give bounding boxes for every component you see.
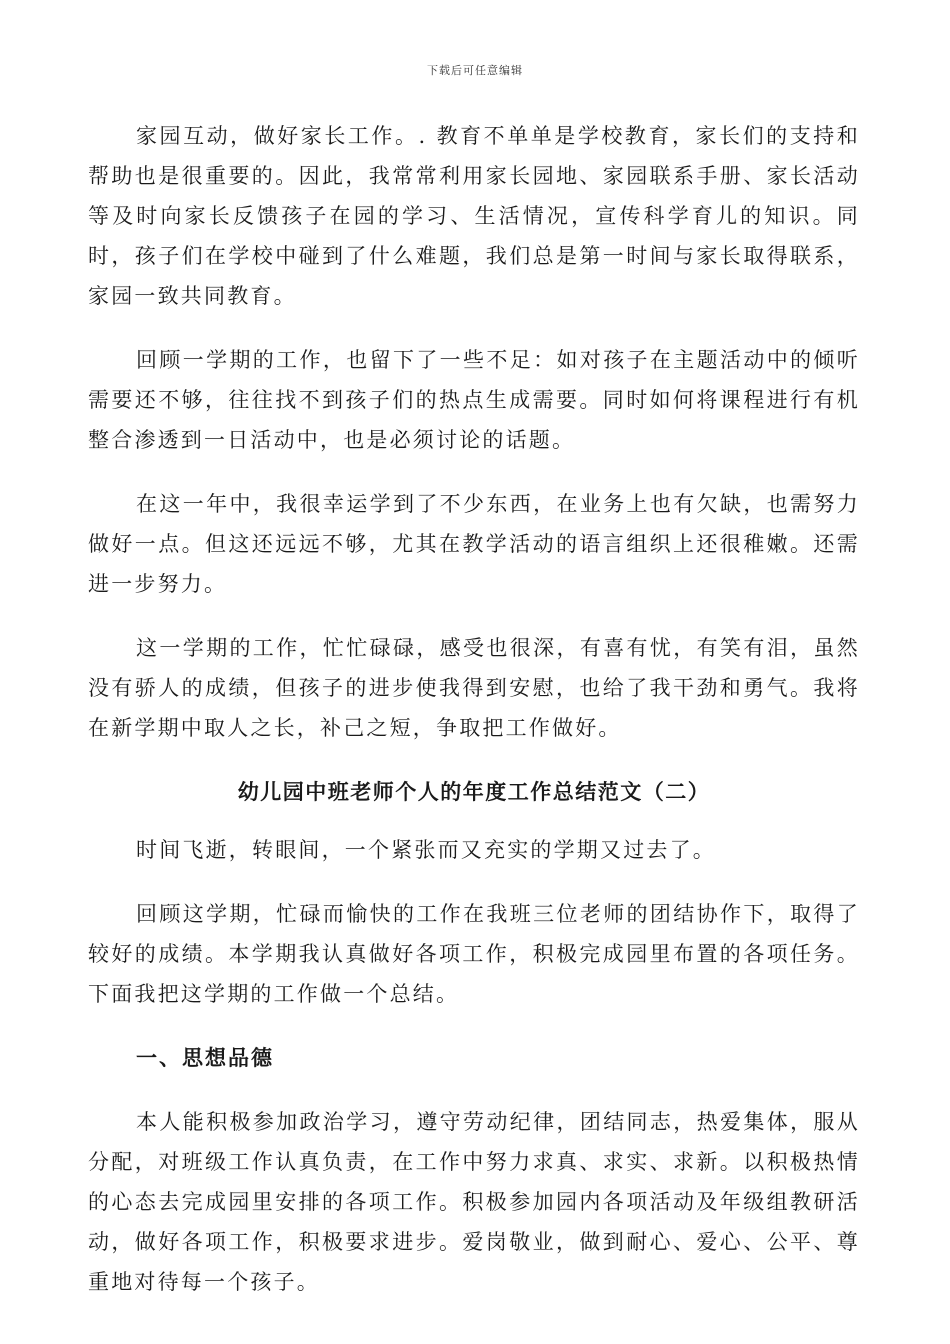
paragraph-home-school: 家园互动，做好家长工作。. 教育不单单是学校教育，家长们的支持和帮助也是很重要的。因此，我常常利用家长园地、家园联系手册、家长活动等及时向家长反馈孩子在园的学习、生活情况，宣传科学育儿的知识。同时，孩子们在学校中碰到了什么难题，我们总是第一时间与家长取得联系，家园一致共同教育。	[88, 124, 860, 308]
section-title: 幼儿园中班老师个人的年度工作总结范文（二）	[237, 779, 711, 804]
paragraph-moral-conduct: 本人能积极参加政治学习，遵守劳动纪律，团结同志，热爱集体，服从分配，对班级工作认真负责，在工作中努力求真、求实、求新。以积极热情的心态去完成园里安排的各项工作。积极参加园内各项活动及年级组教研活动，做好各项工作，积极要求进步。爱岗敬业，做到耐心、爱心、公平、尊重地对待每一个孩子。	[88, 1110, 860, 1294]
paragraph-shortcomings: 回顾一学期的工作，也留下了一些不足：如对孩子在主题活动中的倾听需要还不够，往往找不到孩子们的热点生成需要。同时如何将课程进行有机整合渗透到一日活动中，也是必须讨论的话题。	[88, 348, 860, 452]
subheading-moral: 一、思想品德	[136, 1045, 274, 1070]
paragraph-year-learning: 在这一年中，我很幸运学到了不少东西，在业务上也有欠缺，也需努力做好一点。但这还远远不够，尤其在教学活动的语言组织上还很稚嫩。还需进一步努力。	[88, 492, 860, 596]
paragraph-time-flies: 时间飞逝，转眼间，一个紧张而又充实的学期又过去了。	[136, 838, 716, 862]
page-header: 下载后可任意编辑	[427, 64, 523, 77]
paragraph-review: 回顾这学期，忙碌而愉快的工作在我班三位老师的团结协作下，取得了较好的成绩。本学期我认真做好各项工作，积极完成园里布置的各项任务。下面我把这学期的工作做一个总结。	[88, 902, 860, 1006]
document-body	[88, 116, 860, 1326]
paragraph-semester-feelings: 这一学期的工作，忙忙碌碌，感受也很深，有喜有忧，有笑有泪，虽然没有骄人的成绩，但孩子的进步使我得到安慰，也给了我干劲和勇气。我将在新学期中取人之长，补己之短，争取把工作做好。	[88, 636, 860, 740]
